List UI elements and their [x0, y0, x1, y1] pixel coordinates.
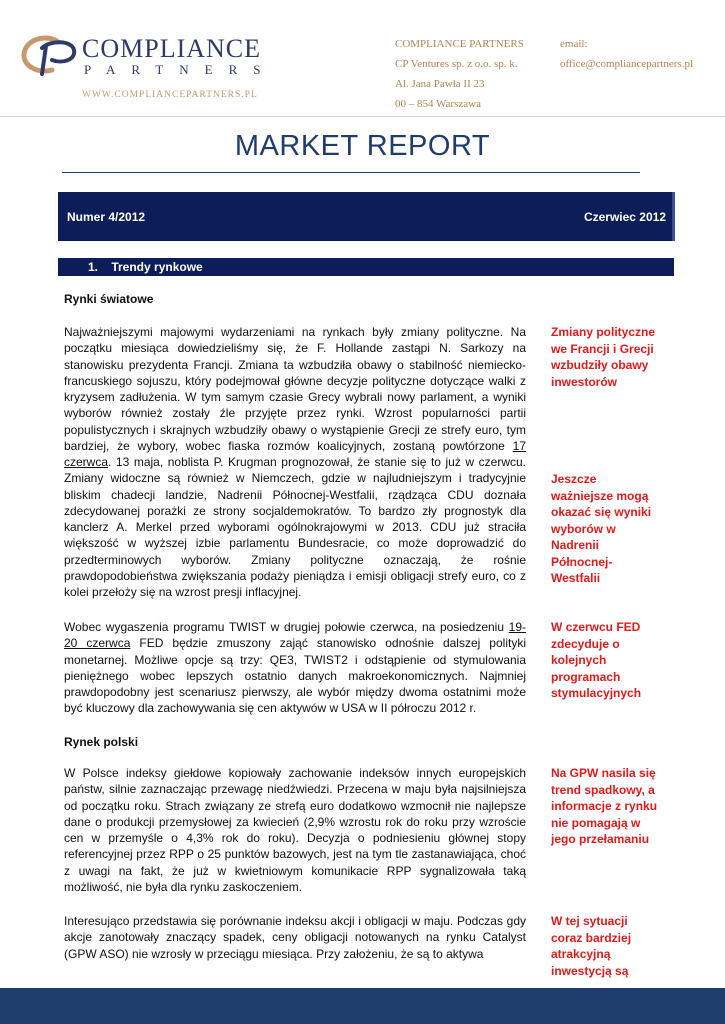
section-heading: 1. Trendy rynkowe: [88, 260, 203, 274]
subheading-polish-market: Rynek polski: [64, 735, 139, 749]
date-highlight: 19-20 czerwca: [64, 620, 526, 651]
header-divider: [0, 116, 725, 117]
issue-number: Numer 4/2012: [67, 210, 146, 224]
date-highlight: 17 czerwca: [64, 438, 526, 469]
company-name: COMPLIANCE PARTNERS: [395, 38, 524, 50]
issue-banner: [58, 192, 675, 241]
page-title: MARKET REPORT: [234, 130, 491, 162]
paragraph-fed: [64, 619, 526, 717]
city-address: 00 – 854 Warszawa: [395, 98, 481, 110]
company-logo: [20, 30, 277, 110]
paragraph-text: . 13 maja, noblista P. Krugman prognozował, że stanie się to już w czerwcu. Zmiany widoczne są również w Niemczech, gdzie w najludniejszym i tradycyjnie bliskim chadecji landzie, Nadrenii Północnej-Westfalii, rządząca CDU doznała zdecydowanej porażki ze strony socjaldemokratów. To bardzo zły prognostyk dla kanclerz A. Merkel przed wyborami ogólnokrajowymi w 2013. CDU już straciła większość w wyższej izbie parlamentu Bundesracie, co może doprowadzić do przedterminowych wyborów. Zmiany polityczne oznaczają, że rośnie prawdopodobieństwa zwiększania podaży pieniądza i emisji obligacji strefy euro, co z kolei przełoży się na wzrost presji inflacyjnej.: [64, 455, 526, 599]
paragraph-world-politics: [64, 324, 526, 600]
company-legal-name: CP Ventures sp. z o.o. sp. k.: [395, 58, 518, 70]
title-underline: [62, 172, 640, 173]
sidenote: W czerwcu FED zdecyduje o kolejnych programach stymulacyjnych: [551, 620, 642, 700]
sidenote: W tej sytuacji coraz bardziej atrakcyjną inwestycją są: [551, 914, 632, 978]
issue-date: Czerwiec 2012: [583, 210, 666, 224]
company-address: [395, 34, 524, 114]
sidenote: Jeszcze ważniejsze mogą okazać się wyniki wyborów w Nadrenii Północnej-Westfalii: [551, 472, 652, 585]
subheading-world-markets: Rynki światowe: [64, 292, 154, 306]
paragraph-text: Najważniejszymi majowymi wydarzeniami na rynkach były zmiany polityczne. Na początku miesiąca dowiedzieliśmy się, że F. Hollande zastąpi N. Sarkozy na stanowisku prezydenta Francji. Zmiana ta wzbudziła obawy o stabilność niemiecko-francuskiego sojuszu, który podejmował główne decyzje polityczne dotyczące walki z kryzysem zadłużenia. W tym samym czasie Grecy wybrali nowy parlament, a wyniki wyborów również zostały źle przyjęte przez rynki. Wzrost popularności partii populistycznych i skrajnych wzbudziły obawy o wystąpienie Grecji ze strefy euro, tym bardziej, że wybory, wobec fiaska rozmów koalicyjnych, zostaną powtórzone: [64, 325, 526, 453]
logo-mark-icon: [20, 34, 80, 78]
paragraph-bonds: Interesująco przedstawia się porównanie indeksu akcji i obligacji w maju. Podczas gdy akcje zanotowały znaczący spadek, ceny obligacji notowanych na rynku Catalyst (GPW ASO) nie wzrosły w przeciągu miesiąca. Przy założeniu, że są to aktywa: [64, 914, 526, 961]
paragraph-polish-market: W Polsce indeksy giełdowe kopiowały zachowanie indeksów innych europejskich państw, silnie zaznaczając przewagę niedźwiedzi. Przecena w maju była najsilniejsza od początku roku. Strach związany ze strefą euro dodatkowo wzmocnił nie najlepsze dane o produkcji przemysłowej za kwiecień (2,9% wzrostu rok do roku przy wzroście cen w przemyśle o 4,3% rok do roku). Decyzja o podniesieniu głównej stopy referencyjnej przez RPP o 25 punktów bazowych, jest na tym tle zastanawiająca, choć z uwagi na fakt, że już w kwietniowym komunikacie RPP sygnalizowała taką możliwość, nie była dla rynku zaskoczeniem.: [64, 766, 526, 894]
website-link[interactable]: WWW.COMPLIANCEPARTNERS.PL: [82, 90, 258, 100]
sidenote: Zmiany polityczne we Francji i Grecji wzbudziły obawy inwestorów: [551, 325, 656, 389]
paragraph-text: FED będzie zmuszony zająć stanowisko odnośnie dalszej polityki monetarnej. Możliwe opcje są trzy: QE3, TWIST2 i odstąpienie od stymulowania pieniężnego wobec lepszych ostatnio danych makroekonomicznych. Najmniej prawdopodobny jest scenariusz pierwszy, ale wybór między dwoma ostatnimi może być kluczowy dla zachowywania się cen aktywów w USA w II półroczu 2012 r.: [64, 636, 526, 716]
logo-title: COMPLIANCE: [82, 34, 262, 63]
logo-subtitle: PARTNERS: [84, 62, 277, 77]
sidenote: Na GPW nasila się trend spadkowy, a informacje z rynku nie pomagają w jego przełamaniu: [551, 766, 658, 846]
footer-bar: [0, 988, 725, 1024]
company-contact: [560, 34, 693, 74]
section-heading-bar: [58, 258, 674, 276]
email-link[interactable]: office@compliancepartners.pl: [560, 58, 694, 70]
street-address: Al. Jana Pawła II 23: [395, 78, 485, 90]
paragraph-text: Wobec wygaszenia programu TWIST w drugiej połowie czerwca, na posiedzeniu: [64, 620, 509, 634]
email-label: email:: [560, 38, 588, 50]
